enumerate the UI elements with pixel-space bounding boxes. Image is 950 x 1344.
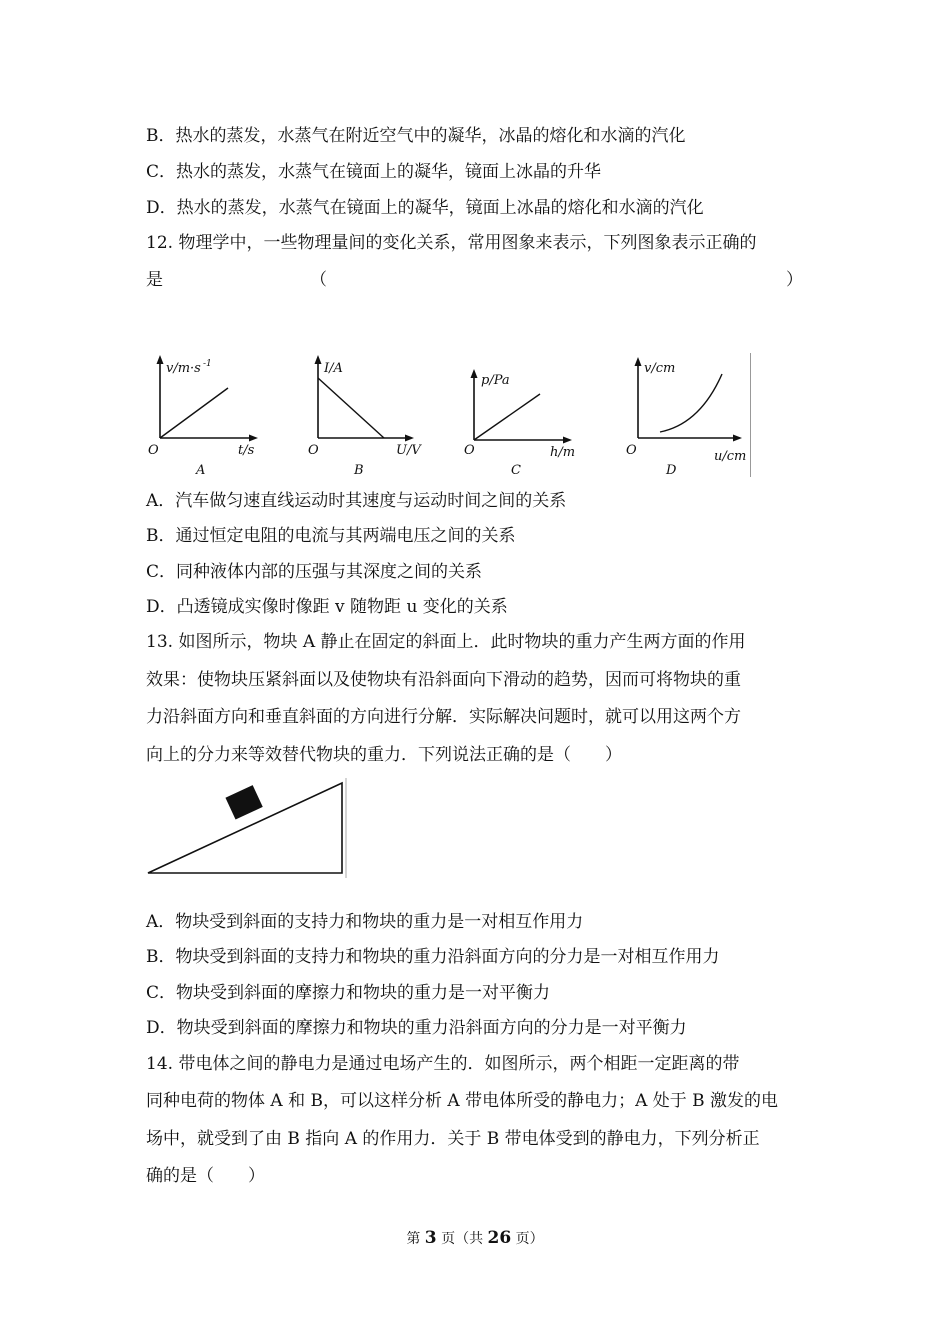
graph-b-xlabel: U/V xyxy=(396,443,421,458)
q14-stem-line4: 确的是（ ） xyxy=(146,1166,265,1186)
q12-option-b: B．通过恒定电阻的电流与其两端电压之间的关系 xyxy=(146,526,516,546)
footer-prefix: 第 xyxy=(406,1231,425,1247)
footer-total-pages: 26 xyxy=(487,1228,512,1248)
q11-option-b: B．热水的蒸发，水蒸气在附近空气中的凝华，冰晶的熔化和水滴的汽化 xyxy=(146,126,686,146)
q12-stem-line1: 12. 物理学中，一些物理量间的变化关系，常用图象来表示，下列图象表示正确的 xyxy=(146,233,757,253)
q13-stem-line4: 向上的分力来等效替代物块的重力．下列说法正确的是（ ） xyxy=(146,745,622,765)
graph-d-origin: O xyxy=(626,443,637,458)
q14-stem-line3: 场中，就受到了由 B 指向 A 的作用力．关于 B 带电体受到的静电力，下列分析正 xyxy=(146,1129,760,1149)
graph-c-origin: O xyxy=(464,443,475,458)
graph-c-ylabel: p/Pa xyxy=(481,373,510,388)
graph-a-ylabel: v/m·s xyxy=(166,361,201,376)
graph-a-letter: A xyxy=(196,463,206,478)
graph-d xyxy=(618,352,750,480)
graph-d-letter: D xyxy=(666,463,677,478)
footer-mid: 页（共 xyxy=(436,1231,488,1247)
graph-b-ylabel: I/A xyxy=(324,361,343,376)
footer-page-number: 3 xyxy=(424,1228,437,1248)
graph-c-letter: C xyxy=(511,463,521,478)
q12-paren-close: ） xyxy=(786,270,803,290)
page-footer xyxy=(0,1228,950,1248)
graph-b-letter: B xyxy=(354,463,364,478)
footer-suffix: 页） xyxy=(511,1231,544,1247)
graph-a-xlabel: t/s xyxy=(238,443,255,458)
q13-option-d: D．物块受到斜面的摩擦力和物块的重力沿斜面方向的分力是一对平衡力 xyxy=(146,1018,687,1038)
graph-d-xlabel: u/cm xyxy=(714,449,747,464)
q13-option-b: B．物块受到斜面的支持力和物块的重力沿斜面方向的分力是一对相互作用力 xyxy=(146,947,720,967)
q12-option-d: D．凸透镜成实像时像距 v 随物距 u 变化的关系 xyxy=(146,597,508,617)
q12-option-a: A．汽车做匀速直线运动时其速度与运动时间之间的关系 xyxy=(146,491,567,511)
q12-option-c: C．同种液体内部的压强与其深度之间的关系 xyxy=(146,562,483,582)
q13-option-c: C．物块受到斜面的摩擦力和物块的重力是一对平衡力 xyxy=(146,983,551,1003)
q13-stem-line3: 力沿斜面方向和垂直斜面的方向进行分解．实际解决问题时，就可以用这两个方 xyxy=(146,707,741,727)
q14-stem-line1: 14. 带电体之间的静电力是通过电场产生的．如图所示，两个相距一定距离的带 xyxy=(146,1054,740,1074)
graph-a-ysup: -1 xyxy=(203,359,212,369)
q11-option-c: C．热水的蒸发，水蒸气在镜面上的凝华，镜面上冰晶的升华 xyxy=(146,162,602,182)
q12-paren-open: （ xyxy=(310,270,327,290)
graph-a-origin: O xyxy=(148,443,159,458)
q12-stem-line2: 是 xyxy=(146,270,163,290)
incline-figure xyxy=(144,778,350,880)
q13-stem-line2: 效果：使物块压紧斜面以及使物块有沿斜面向下滑动的趋势，因而可将物块的重 xyxy=(146,670,741,690)
graph-c xyxy=(454,352,594,480)
q13-stem-line1: 13. 如图所示，物块 A 静止在固定的斜面上．此时物块的重力产生两方面的作用 xyxy=(146,632,746,652)
graph-b xyxy=(298,352,433,480)
graph-a xyxy=(140,352,270,480)
block-a xyxy=(225,785,262,819)
q13-option-a: A．物块受到斜面的支持力和物块的重力是一对相互作用力 xyxy=(146,912,584,932)
graph-c-xlabel: h/m xyxy=(550,445,576,460)
graph-b-origin: O xyxy=(308,443,319,458)
q11-option-d: D．热水的蒸发，水蒸气在镜面上的凝华，镜面上冰晶的熔化和水滴的汽化 xyxy=(146,198,704,218)
graph-d-ylabel: v/cm xyxy=(644,361,676,376)
q14-stem-line2: 同种电荷的物体 A 和 B，可以这样分析 A 带电体所受的静电力；A 处于 B 激发的电 xyxy=(146,1091,779,1111)
figure-edge-divider xyxy=(750,353,751,477)
